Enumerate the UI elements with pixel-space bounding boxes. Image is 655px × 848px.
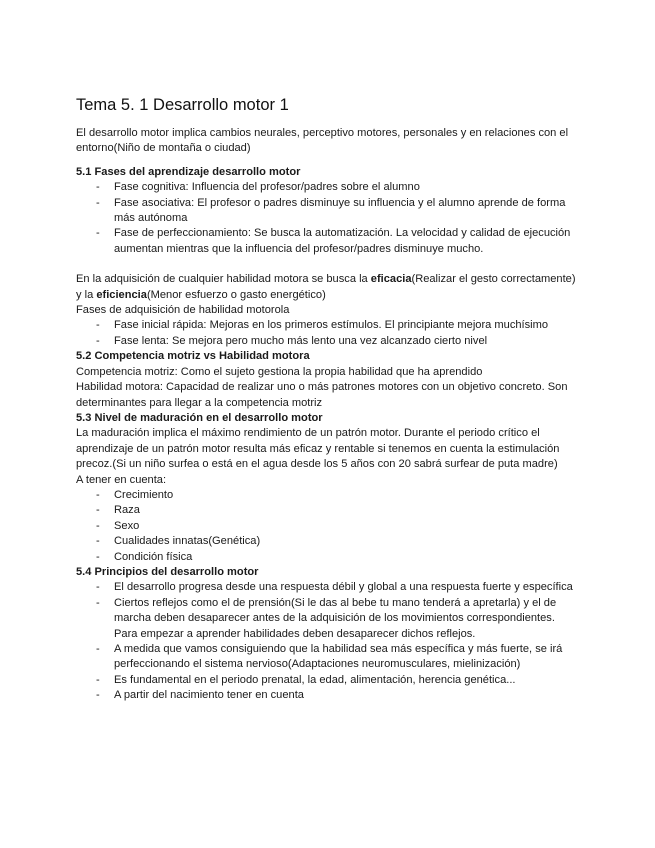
bold-term-eficacia: eficacia (370, 273, 412, 286)
dash-bullet: - (96, 334, 100, 347)
fases-adquisicion-list (76, 318, 576, 349)
section-heading-5-2: 5.2 Competencia motriz vs Habilidad motora (76, 350, 310, 363)
list-item-text: Sexo (114, 519, 140, 532)
section-heading-5-3: 5.3 Nivel de maduración en el desarrollo motor (76, 411, 323, 424)
list-item (76, 503, 576, 518)
list-item-text: Crecimiento (114, 488, 174, 501)
paragraph-text: (Realizar el gesto correctamente) y la (76, 273, 576, 301)
list-item-text: Fase lenta: Se mejora pero mucho más lento una vez alcanzado cierto nivel (114, 334, 488, 347)
dash-bullet: - (96, 504, 100, 517)
bold-term-eficiencia: eficiencia (96, 288, 147, 301)
dash-bullet: - (96, 319, 100, 332)
list-item (76, 180, 576, 195)
list-item-text: Es fundamental en el periodo prenatal, la edad, alimentación, herencia genética... (114, 673, 516, 686)
list-item-text: Fase asociativa: El profesor o padres disminuye su influencia y el alumno aprende de forma más autónoma (114, 196, 566, 225)
list-item (76, 519, 576, 534)
dash-bullet: - (96, 519, 100, 532)
list-item-text: A partir del nacimiento tener en cuenta (114, 689, 304, 702)
list-item (76, 318, 576, 333)
fases-adquisicion-label: Fases de adquisición de habilidad motorola (76, 304, 290, 317)
list-item-text: Ciertos reflejos como el de prensión(Si le das al bebe tu mano tenderá a apretarla) y el de marcha deben desaparecer antes de la adquisición de los movimientos correspondientes. Para empezar a aprender habilidades deben desaparecer dichos reflejos. (114, 596, 557, 640)
habilidad-line: Habilidad motora: Capacidad de realizar uno o más patrones motores con un objetivo concreto. Son determinantes para llegar a la competencia motriz (76, 381, 568, 409)
tener-en-cuenta-label: A tener en cuenta: (76, 473, 167, 486)
dash-bullet: - (96, 673, 100, 686)
list-item (76, 642, 576, 673)
section-heading-5-4: 5.4 Principios del desarrollo motor (76, 565, 259, 578)
dash-bullet: - (96, 596, 100, 609)
paragraph-text: (Menor esfuerzo o gasto energético) (146, 288, 326, 301)
list-item-text: Fase cognitiva: Influencia del profesor/padres sobre el alumno (114, 181, 420, 194)
dash-bullet: - (96, 227, 100, 240)
list-item-text: Fase de perfeccionamiento: Se busca la automatización. La velocidad y calidad de ejecución aumentan mientras que la influencia del profesor/padres disminuye mucho. (114, 227, 571, 255)
dash-bullet: - (96, 689, 100, 702)
fases-list (76, 180, 576, 257)
list-item-text: El desarrollo progresa desde una respuesta débil y global a una respuesta fuerte y específica (114, 581, 573, 594)
list-item-text: Fase inicial rápida: Mejoras en los primeros estímulos. El principiante mejora muchísimo (114, 319, 549, 332)
list-item (76, 688, 576, 703)
intro-paragraph: El desarrollo motor implica cambios neurales, perceptivo motores, personales y en relaciones con el entorno(Niño de montaña o ciudad) (76, 127, 569, 155)
paragraph-text: En la adquisición de cualquier habilidad motora se busca la (76, 273, 371, 286)
list-item (76, 550, 576, 565)
dash-bullet: - (96, 196, 100, 209)
list-item (76, 673, 576, 688)
list-item-text: Condición física (114, 550, 193, 563)
dash-bullet: - (96, 550, 100, 563)
dash-bullet: - (96, 535, 100, 548)
competencia-line: Competencia motriz: Como el sujeto gestiona la propia habilidad que ha aprendido (76, 365, 483, 378)
list-item (76, 196, 576, 227)
dash-bullet: - (96, 488, 100, 501)
dash-bullet: - (96, 581, 100, 594)
principios-list (76, 580, 576, 703)
list-item-text: Cualidades innatas(Genética) (114, 535, 261, 548)
list-item (76, 580, 576, 595)
dash-bullet: - (96, 181, 100, 194)
list-item-text: Raza (114, 504, 140, 517)
document-content (76, 92, 576, 704)
factores-list (76, 488, 576, 565)
list-item (76, 226, 576, 257)
section-heading-5-1: 5.1 Fases del aprendizaje desarrollo motor (76, 165, 301, 178)
list-item (76, 488, 576, 503)
dash-bullet: - (96, 643, 100, 655)
list-item (76, 596, 576, 642)
list-item (76, 534, 576, 549)
page-title: Tema 5. 1 Desarrollo motor 1 (76, 96, 289, 114)
maduracion-paragraph: La maduración implica el máximo rendimiento de un patrón motor. Durante el periodo crítico el aprendizaje de un patrón motor resulta más eficaz y rentable si tenemos en cuenta la estimulación precoz.(Si un niño surfea o está en el agua desde los 5 años con 20 sabrá surfear de puta madre) (76, 427, 560, 471)
eficacia-paragraph (76, 272, 576, 303)
list-item (76, 334, 576, 349)
list-item-text: A medida que vamos consiguiendo que la habilidad sea más específica y más fuerte, se irá perfeccionando el sistema nervioso(Adaptaciones neuromusculares, mielinización) (114, 643, 563, 671)
